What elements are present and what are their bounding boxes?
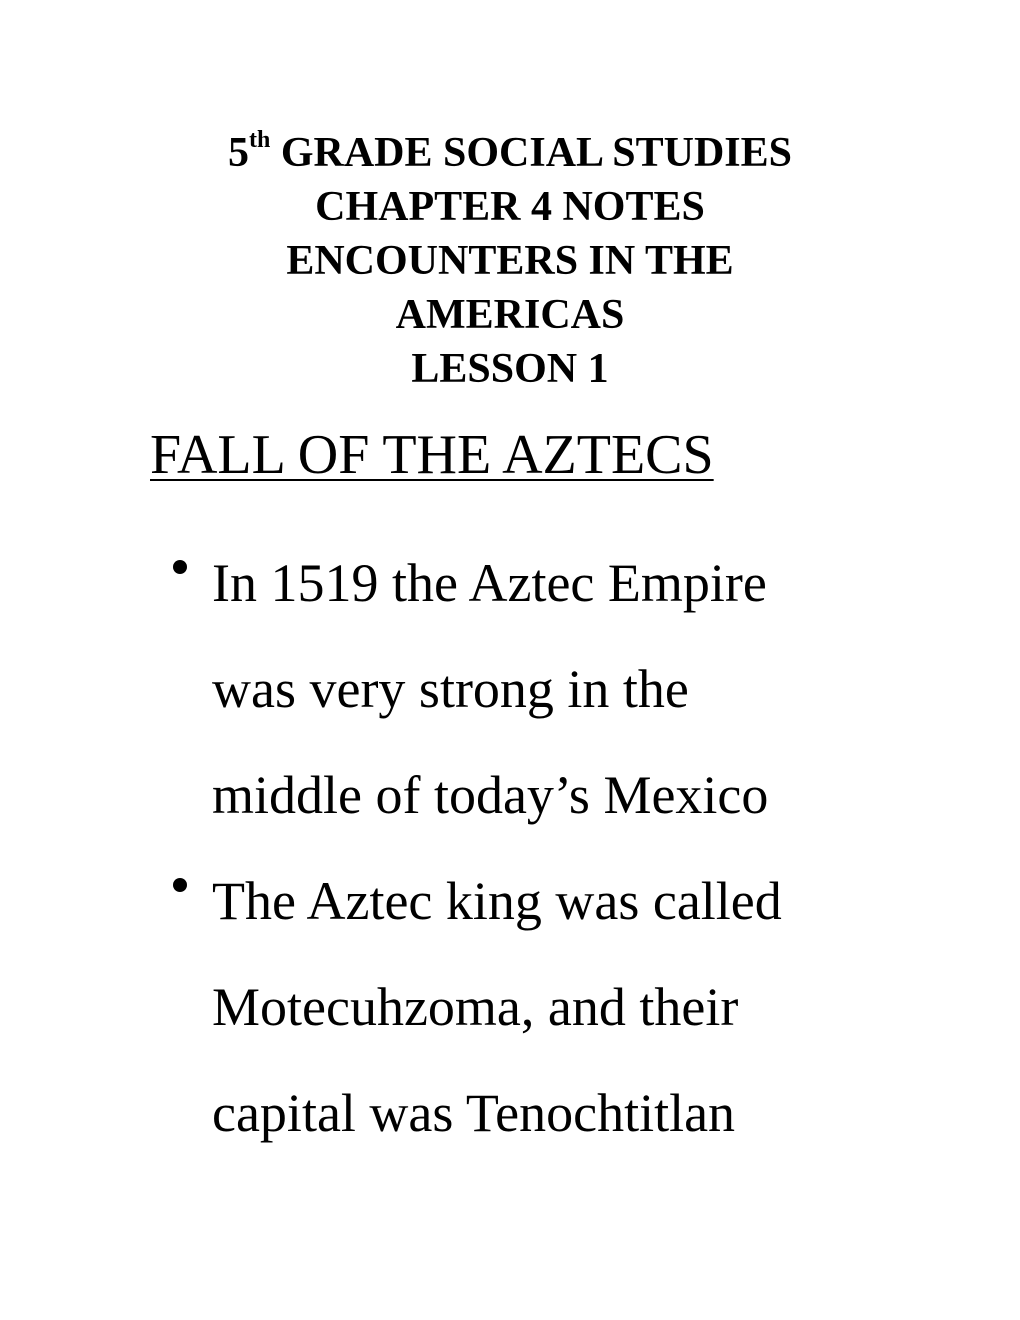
grade-suffix: th <box>248 127 271 153</box>
page-heading <box>0 126 1020 396</box>
heading-line-americas: AMERICAS <box>395 292 625 338</box>
heading-line-encounters: ENCOUNTERS IN THE <box>286 238 734 284</box>
grade-rest: GRADE SOCIAL STUDIES <box>270 130 792 176</box>
bullet-dot-icon <box>173 560 187 574</box>
bullet-list <box>168 530 1008 1166</box>
bullet-item <box>168 848 1008 1166</box>
bullet-line: middle of today’s Mexico <box>212 765 769 825</box>
bullet-dot-icon <box>173 878 187 892</box>
bullet-line: Motecuhzoma, and their <box>212 977 739 1037</box>
grade-number: 5 <box>227 130 249 176</box>
bullet-line: The Aztec king was called <box>212 871 782 931</box>
bullet-line: In 1519 the Aztec Empire <box>212 553 767 613</box>
heading-line-chapter: CHAPTER 4 NOTES <box>315 184 705 230</box>
heading-line-lesson: LESSON 1 <box>411 346 609 392</box>
section-title: FALL OF THE AZTECS <box>150 424 714 486</box>
bullet-line: was very strong in the <box>212 659 689 719</box>
bullet-line: capital was Tenochtitlan <box>212 1083 736 1143</box>
bullet-item <box>168 530 1008 848</box>
heading-line-grade <box>0 126 1020 180</box>
